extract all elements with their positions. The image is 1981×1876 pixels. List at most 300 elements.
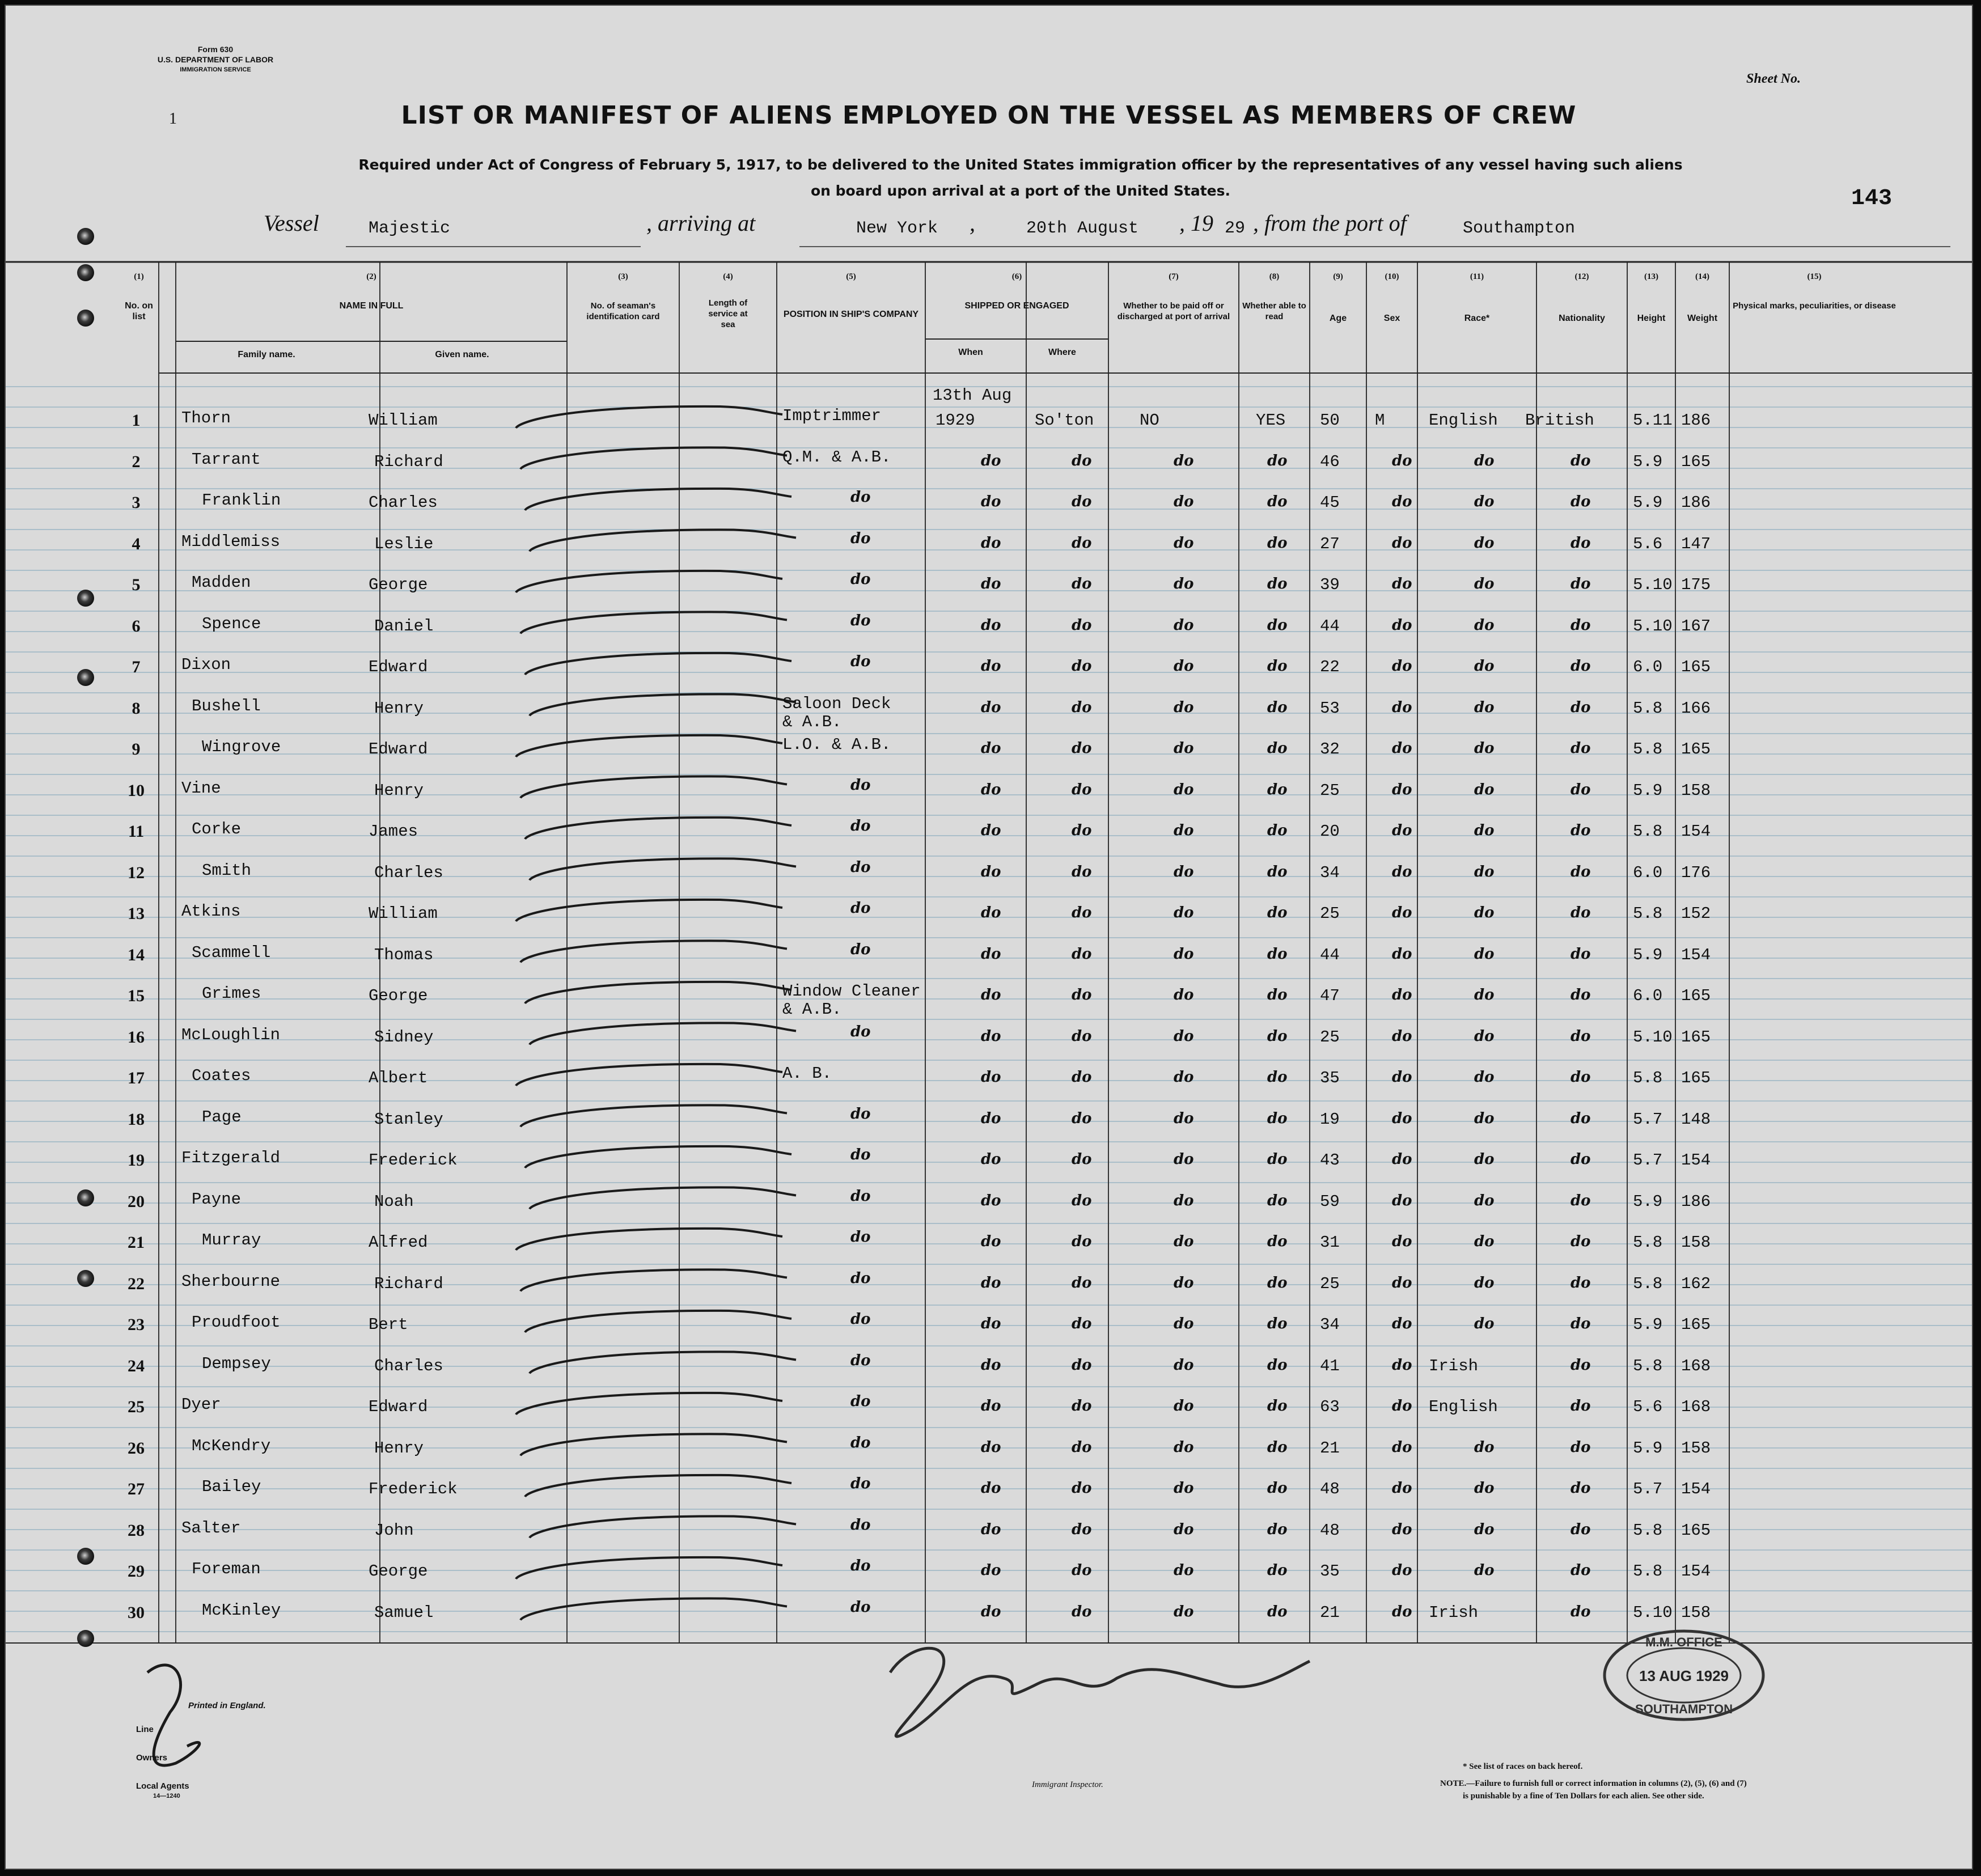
shipped-when: do	[981, 452, 1001, 469]
col-header-shipped: SHIPPED OR ENGAGED	[964, 301, 1069, 311]
row-number: 8	[132, 698, 141, 718]
col-header-card: No. of seaman's identification card	[586, 301, 660, 321]
shipped-where: do	[1072, 1356, 1092, 1374]
age: 45	[1320, 493, 1340, 512]
col-header-length: Length of service at sea	[708, 298, 748, 329]
row-number: 20	[128, 1192, 145, 1211]
row-number: 15	[128, 986, 145, 1005]
paid-off: do	[1174, 452, 1194, 469]
age: 53	[1320, 698, 1340, 718]
weight: 154	[1681, 1562, 1711, 1581]
shipped-when: do	[981, 945, 1001, 963]
height: 5.8	[1633, 1274, 1663, 1293]
col-header-height: Height	[1637, 314, 1666, 323]
date-underline	[799, 246, 1536, 247]
height: 5.10	[1633, 575, 1673, 594]
position: do	[850, 1434, 871, 1451]
paid-off: do	[1174, 616, 1194, 634]
sheet-no-label: Sheet No.	[1746, 71, 1801, 86]
able-to-read: do	[1267, 493, 1288, 510]
height: 6.0	[1633, 986, 1663, 1005]
nationality: do	[1571, 863, 1591, 880]
paid-off: NO	[1140, 411, 1159, 430]
line-label: Line	[136, 1725, 154, 1734]
shipped-when: do	[981, 534, 1001, 552]
arrival-date: 20th August	[1026, 219, 1139, 238]
year-suffix: 29	[1225, 219, 1246, 238]
position: do	[850, 1146, 871, 1163]
position: do	[850, 1229, 871, 1246]
family-name: Bailey	[202, 1477, 261, 1496]
family-name: Foreman	[192, 1560, 261, 1578]
col-number-4: (4)	[723, 272, 733, 281]
col-number-8: (8)	[1269, 272, 1280, 281]
race: Irish	[1429, 1356, 1479, 1375]
row-number: 25	[128, 1398, 145, 1416]
shipped-where: do	[1072, 1274, 1092, 1291]
race: do	[1474, 698, 1495, 716]
height: 5.8	[1633, 1233, 1663, 1252]
col-number-5: (5)	[846, 272, 856, 281]
weight: 168	[1681, 1398, 1711, 1416]
sex: do	[1392, 1356, 1412, 1374]
age: 32	[1320, 740, 1340, 759]
given-name: Frederick	[369, 1480, 458, 1498]
page-number: 143	[1851, 186, 1893, 211]
card-slash-mark	[520, 1434, 787, 1455]
age: 63	[1320, 1398, 1340, 1416]
card-slash-mark	[525, 653, 791, 675]
shipped-where: do	[1072, 986, 1092, 1003]
shipped-where: do	[1072, 1603, 1092, 1620]
row-number: 18	[128, 1109, 145, 1129]
family-name: Payne	[192, 1189, 242, 1209]
given-name: Henry	[374, 1438, 424, 1458]
weight: 158	[1681, 1233, 1711, 1252]
shipped-when: do	[981, 1398, 1001, 1415]
col-number-15: (15)	[1807, 272, 1822, 281]
owners-label: Owners	[136, 1753, 168, 1763]
binder-hole	[77, 228, 94, 245]
arriving-at: New York	[856, 219, 938, 238]
position: do	[850, 571, 871, 588]
card-slash-mark	[530, 694, 796, 715]
paid-off: do	[1174, 740, 1194, 757]
paid-off: do	[1174, 781, 1194, 798]
vessel-label: Vessel	[264, 210, 319, 236]
arriving-label: , arriving at	[646, 210, 756, 236]
weight: 152	[1681, 904, 1711, 923]
age: 48	[1320, 1480, 1340, 1498]
col-header-position: POSITION IN SHIP'S COMPANY	[783, 310, 919, 319]
form-header	[142, 44, 289, 75]
vessel-name: Majestic	[369, 219, 451, 238]
shipped-when: do	[981, 1027, 1001, 1045]
col-header-paid: Whether to be paid off or discharged at port of arrival	[1117, 301, 1230, 321]
weight: 154	[1681, 1480, 1711, 1498]
given-name: William	[369, 411, 438, 430]
family-name: Corke	[192, 820, 242, 839]
age: 25	[1320, 1274, 1340, 1293]
port-underline	[1440, 246, 1950, 247]
position: do	[850, 1105, 871, 1123]
stamp-office: M.M. OFFICE	[1645, 1635, 1722, 1649]
fine-note-2: is punishable by a fine of Ten Dollars for each alien. See other side.	[1463, 1792, 1704, 1801]
shipped-when: do	[981, 698, 1001, 716]
binder-hole	[77, 310, 94, 327]
row-number: 16	[128, 1027, 145, 1047]
age: 41	[1320, 1356, 1340, 1375]
row-number: 19	[128, 1151, 145, 1170]
shipped-when: do	[981, 1521, 1001, 1538]
card-slash-mark	[516, 1229, 782, 1250]
position: do	[850, 1269, 871, 1287]
race-note: * See list of races on back hereof.	[1463, 1762, 1583, 1771]
weight: 154	[1681, 822, 1711, 841]
row-number: 6	[132, 616, 141, 636]
given-name: Samuel	[374, 1603, 434, 1622]
family-name: Franklin	[202, 491, 281, 510]
shipped-when: do	[981, 616, 1001, 634]
sex: do	[1392, 986, 1412, 1003]
sex: do	[1392, 1027, 1412, 1045]
race: do	[1474, 740, 1495, 757]
given-name: Charles	[369, 493, 438, 512]
given-name: Daniel	[374, 616, 434, 636]
card-slash-mark	[530, 1352, 796, 1373]
weight: 165	[1681, 1315, 1711, 1334]
shipped-when: do	[981, 1438, 1001, 1456]
card-slash-mark	[516, 900, 782, 921]
nationality: do	[1571, 904, 1591, 921]
paid-off: do	[1174, 1521, 1194, 1538]
family-name: Spence	[202, 614, 261, 633]
nationality: do	[1571, 698, 1591, 716]
row-number: 2	[132, 452, 141, 471]
able-to-read: do	[1267, 698, 1288, 716]
shipped-where: do	[1072, 863, 1092, 880]
able-to-read: do	[1267, 945, 1288, 963]
card-slash-mark	[525, 489, 791, 510]
paid-off: do	[1174, 945, 1194, 963]
shipped-when: do	[981, 1151, 1001, 1168]
col-number-13: (13)	[1644, 272, 1658, 281]
printed-note: Printed in England.	[188, 1701, 266, 1710]
col-header-family: Family name.	[238, 350, 295, 359]
position: do	[850, 858, 871, 876]
col-number-1: (1)	[134, 272, 144, 281]
able-to-read: YES	[1256, 411, 1286, 430]
shipped-when-top: 13th Aug	[933, 386, 1012, 405]
shipped-where: do	[1072, 493, 1092, 510]
given-name: Richard	[374, 1274, 443, 1293]
age: 46	[1320, 452, 1340, 471]
position: do	[850, 1187, 871, 1205]
paid-off: do	[1174, 1480, 1194, 1497]
row-number: 22	[128, 1274, 145, 1293]
col-header-read: Whether able to read	[1242, 301, 1306, 321]
nationality: British	[1525, 411, 1594, 430]
height: 5.6	[1633, 534, 1663, 553]
family-name: Tarrant	[192, 450, 261, 469]
height: 5.6	[1633, 1398, 1663, 1416]
race: do	[1474, 1562, 1495, 1579]
weight: 158	[1681, 1603, 1711, 1622]
nationality: do	[1571, 945, 1591, 963]
sex: do	[1392, 1521, 1412, 1538]
weight: 162	[1681, 1274, 1711, 1293]
shipped-where: do	[1072, 1521, 1092, 1538]
card-slash-mark	[525, 982, 791, 1003]
shipped-when: do	[981, 1480, 1001, 1497]
position: do	[850, 1475, 871, 1492]
height: 5.9	[1633, 493, 1663, 512]
from-port: Southampton	[1463, 219, 1576, 238]
row-number: 29	[128, 1562, 145, 1581]
manifest-sheet	[5, 5, 1973, 1870]
nationality: do	[1571, 452, 1591, 469]
position: do	[850, 776, 871, 794]
binder-hole	[77, 1189, 94, 1206]
stamp-port: SOUTHAMPTON	[1635, 1702, 1733, 1716]
given-name: Leslie	[374, 534, 434, 553]
subtitle-line-1: Required under Act of Congress of February 5, 1917, to be delivered to the United States immigration officer by the representatives of any vessel having such aliens	[358, 156, 1683, 173]
paid-off: do	[1174, 904, 1194, 921]
nationality: do	[1571, 1192, 1591, 1209]
given-name: Frederick	[369, 1151, 458, 1170]
able-to-read: do	[1267, 575, 1288, 592]
race: do	[1474, 863, 1495, 880]
given-name: Charles	[374, 863, 443, 882]
sex: do	[1392, 452, 1412, 469]
vessel-underline	[346, 246, 641, 247]
given-name: Stanley	[374, 1109, 443, 1129]
row-number: 3	[132, 493, 141, 512]
card-slash-mark	[516, 406, 782, 428]
card-slash-mark	[530, 1187, 796, 1209]
shipped-where: do	[1072, 781, 1092, 798]
height: 5.8	[1633, 1356, 1663, 1375]
card-slash-mark	[516, 1064, 782, 1086]
shipped-when: do	[981, 658, 1001, 675]
shipped-where: do	[1072, 1398, 1092, 1415]
given-name: Edward	[369, 1398, 428, 1416]
height: 5.8	[1633, 904, 1663, 923]
nationality: do	[1571, 616, 1591, 634]
year-prefix: 19	[1191, 210, 1213, 236]
race: do	[1474, 1109, 1495, 1127]
position: do	[850, 1393, 871, 1410]
form-number: Form 630	[197, 45, 234, 54]
department: U.S. DEPARTMENT OF LABOR	[157, 55, 274, 64]
card-slash-mark	[520, 612, 787, 633]
able-to-read: do	[1267, 740, 1288, 757]
row-number: 4	[132, 534, 141, 553]
weight: 166	[1681, 698, 1711, 718]
race: Irish	[1429, 1603, 1479, 1622]
binder-hole	[77, 1630, 94, 1647]
able-to-read: do	[1267, 534, 1288, 552]
given-name: Henry	[374, 698, 424, 718]
weight: 165	[1681, 1521, 1711, 1540]
from-port-label: , from the port of	[1253, 210, 1407, 236]
age: 21	[1320, 1603, 1340, 1622]
comma-2: ,	[1179, 210, 1185, 236]
race: do	[1474, 493, 1495, 510]
nationality: do	[1571, 1398, 1591, 1415]
height: 5.9	[1633, 1315, 1663, 1334]
row-number: 11	[128, 822, 145, 841]
given-name: William	[369, 904, 438, 923]
race: do	[1474, 534, 1495, 552]
height: 5.8	[1633, 1562, 1663, 1581]
sex: do	[1392, 1274, 1412, 1291]
margin-mark: 1	[169, 110, 177, 128]
card-slash-mark	[516, 1393, 782, 1415]
race: do	[1474, 1274, 1495, 1291]
given-name: George	[369, 1562, 428, 1581]
height: 5.8	[1633, 740, 1663, 759]
shipped-when: do	[981, 1603, 1001, 1620]
shipped-where: do	[1072, 658, 1092, 675]
able-to-read: do	[1267, 1192, 1288, 1209]
shipped-where: do	[1072, 1027, 1092, 1045]
row-number: 10	[128, 781, 145, 800]
shipped-where: do	[1072, 1192, 1092, 1209]
sex: do	[1392, 863, 1412, 880]
position-line-2: & A.B.	[782, 712, 842, 731]
shipped-where: do	[1072, 1438, 1092, 1456]
family-name: Vine	[181, 778, 221, 798]
race: do	[1474, 1480, 1495, 1497]
position: do	[850, 818, 871, 835]
shipped-when: do	[981, 863, 1001, 880]
family-name: Smith	[202, 861, 252, 880]
page-subtitle	[283, 152, 1758, 204]
age: 20	[1320, 822, 1340, 841]
position: A. B.	[782, 1064, 832, 1083]
col-header-weight: Weight	[1687, 314, 1718, 323]
sex: do	[1392, 1438, 1412, 1456]
page-title: LIST OR MANIFEST OF ALIENS EMPLOYED ON THE VESSEL AS MEMBERS OF CREW	[401, 101, 1577, 130]
family-name: Grimes	[202, 984, 261, 1003]
comma-1: ,	[970, 210, 975, 236]
weight: 176	[1681, 863, 1711, 882]
row-number: 1	[132, 411, 141, 430]
given-name: John	[374, 1521, 414, 1540]
card-slash-mark	[520, 1598, 787, 1620]
col-number-9: (9)	[1333, 272, 1343, 281]
shipped-when: do	[981, 740, 1001, 757]
race: do	[1474, 575, 1495, 592]
position: do	[850, 1311, 871, 1328]
able-to-read: do	[1267, 1233, 1288, 1250]
height: 5.8	[1633, 698, 1663, 718]
weight: 167	[1681, 616, 1711, 636]
shipped-when: do	[981, 822, 1001, 839]
position: do	[850, 612, 871, 629]
family-name: Bushell	[192, 696, 261, 715]
paid-off: do	[1174, 1398, 1194, 1415]
given-name: Charles	[374, 1356, 443, 1375]
sex: do	[1392, 658, 1412, 675]
race: English	[1429, 411, 1498, 430]
shipped-when: do	[981, 904, 1001, 921]
height: 5.7	[1633, 1151, 1663, 1170]
position: Imptrimmer	[782, 406, 882, 425]
able-to-read: do	[1267, 1027, 1288, 1045]
col-number-3: (3)	[618, 272, 628, 281]
nationality: do	[1571, 1480, 1591, 1497]
nationality: do	[1571, 1274, 1591, 1291]
sex: do	[1392, 616, 1412, 634]
row-number: 26	[128, 1438, 145, 1458]
shipped-where: do	[1072, 740, 1092, 757]
age: 35	[1320, 1069, 1340, 1087]
weight: 165	[1681, 658, 1711, 676]
given-name: Richard	[374, 452, 443, 471]
able-to-read: do	[1267, 1069, 1288, 1086]
able-to-read: do	[1267, 781, 1288, 798]
col-number-6: (6)	[1011, 272, 1022, 281]
handwritten-two	[147, 1665, 200, 1765]
able-to-read: do	[1267, 1603, 1288, 1620]
weight: 186	[1681, 1192, 1711, 1211]
given-name: Sidney	[374, 1027, 434, 1047]
race: do	[1474, 452, 1495, 469]
sex: do	[1392, 575, 1412, 592]
race: do	[1474, 1438, 1495, 1456]
race: do	[1474, 616, 1495, 634]
family-name: Atkins	[181, 902, 241, 921]
family-name: Sherbourne	[181, 1272, 281, 1291]
card-slash-mark	[516, 571, 782, 592]
shipped-where: do	[1072, 1480, 1092, 1497]
row-number: 27	[128, 1480, 145, 1498]
able-to-read: do	[1267, 658, 1288, 675]
race: do	[1474, 1192, 1495, 1209]
row-number: 12	[128, 863, 145, 882]
family-name: McKinley	[202, 1600, 281, 1620]
card-slash-mark	[525, 1475, 791, 1497]
weight: 165	[1681, 1027, 1711, 1047]
family-name: Page	[202, 1107, 242, 1127]
sex: do	[1392, 1398, 1412, 1415]
family-name: Coates	[192, 1066, 251, 1085]
shipped-where: do	[1072, 616, 1092, 634]
col-header-race: Race*	[1464, 314, 1490, 323]
row-number: 24	[128, 1356, 145, 1375]
height: 5.9	[1633, 1192, 1663, 1211]
paid-off: do	[1174, 1192, 1194, 1209]
row-number: 21	[128, 1233, 145, 1252]
inspector-signature	[890, 1648, 1310, 1737]
binder-hole	[77, 264, 94, 281]
shipped-when: 1929	[936, 411, 975, 430]
height: 5.8	[1633, 1521, 1663, 1540]
age: 50	[1320, 411, 1340, 430]
position: do	[850, 900, 871, 917]
weight: 154	[1681, 945, 1711, 964]
family-name: Middlemiss	[181, 532, 281, 551]
sex: do	[1392, 1315, 1412, 1332]
binder-hole	[77, 1270, 94, 1287]
paid-off: do	[1174, 1356, 1194, 1374]
shipped-when: do	[981, 1562, 1001, 1579]
card-slash-mark	[520, 941, 787, 962]
given-name: Thomas	[374, 945, 434, 964]
shipped-where: do	[1072, 575, 1092, 592]
